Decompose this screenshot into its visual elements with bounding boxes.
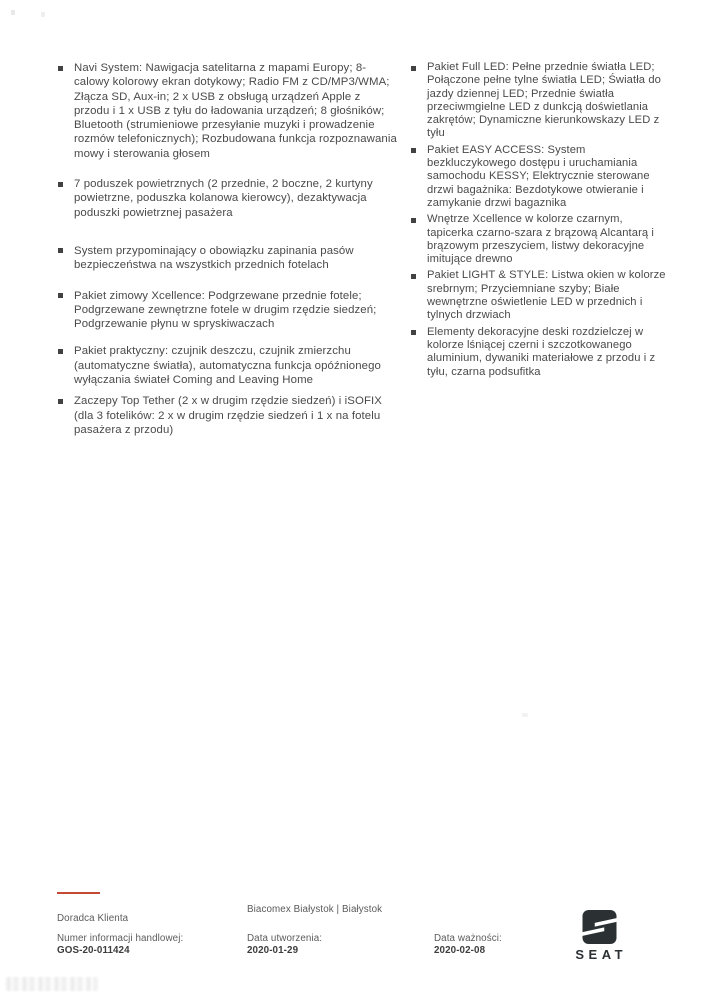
feature-item: Pakiet EASY ACCESS: System bezkluczykowego dostępu i uruchamiania samochodu KESSY; Elektrycznie sterowane drzwi bagażnika: Bezdotykowe otwieranie i zamykanie drzwi bagaznika xyxy=(410,144,666,210)
valid-date-value: 2020-02-08 xyxy=(434,944,486,956)
created-date-label: Data utworzenia: xyxy=(247,933,323,944)
feature-list-left xyxy=(57,61,399,453)
watermark-illegible xyxy=(6,977,98,991)
scan-speck xyxy=(11,10,15,15)
offer-number-label: Numer informacji handlowej: xyxy=(57,933,184,944)
feature-item: Pakiet LIGHT & STYLE: Listwa okien w kolorze srebrnym; Przyciemniane szyby; Białe wewnętrzne oświetlenie LED w przednich i tylnych drzwiach xyxy=(410,269,666,322)
offer-number-block xyxy=(57,933,183,956)
feature-list-right xyxy=(410,61,666,382)
created-date-block xyxy=(247,933,322,956)
feature-item: Pakiet zimowy Xcellence: Podgrzewane przednie fotele; Podgrzewane zewnętrzne fotele w drugim rzędzie siedzeń; Podgrzewanie płynu w spryskiwaczach xyxy=(57,289,399,332)
scan-speck xyxy=(41,12,45,17)
accent-rule xyxy=(57,892,100,894)
offer-number-value: GOS-20-011424 xyxy=(57,944,130,956)
feature-item: Pakiet praktyczny: czujnik deszczu, czujnik zmierzchu (automatyczne światła), automatyczna funkcja opóźnionego wyłączania świateł Coming and Leaving Home xyxy=(57,344,399,387)
seat-emblem-icon xyxy=(580,910,619,944)
advisor-label: Doradca Klienta xyxy=(57,913,129,924)
feature-item: Wnętrze Xcellence w kolorze czarnym, tapicerka czarno-szara z brązową Alcantarą i brązowym przeszyciem, listwy dekoracyjne imitujące drewno xyxy=(410,213,666,266)
feature-item: Elementy dekoracyjne deski rozdzielczej w kolorze lśniącej czerni i szczotkowanego aluminium, dywaniki materiałowe z przodu i z tyłu, czarna podsufitka xyxy=(410,326,666,379)
feature-item: 7 poduszek powietrznych (2 przednie, 2 boczne, 2 kurtyny powietrzne, poduszka kolanowa kierowcy), dezaktywacja poduszki powietrznej pasażera xyxy=(57,177,399,220)
valid-date-block xyxy=(434,933,502,956)
feature-item: Navi System: Nawigacja satelitarna z mapami Europy; 8-calowy kolorowy ekran dotykowy; Radio FM z CD/MP3/WMA; Złącza SD, Aux-in; 2 x USB z obsługą urządzeń Apple z przodu i 1 x USB z tyłu do ładowania urządzeń; 8 głośników; Bluetooth (strumieniowe przesyłanie muzyki i prowadzenie rozmów telefonicznych); Rozbudowana funkcja rozpoznawania mowy i sterowania głosem xyxy=(57,61,399,161)
valid-date-label: Data ważności: xyxy=(434,933,502,944)
scan-speck xyxy=(522,713,528,717)
created-date-value: 2020-01-29 xyxy=(247,944,299,956)
feature-item: System przypominający o obowiązku zapinania pasów bezpieczeństwa na wszystkich przednich fotelach xyxy=(57,244,399,273)
seat-wordmark: SEAT xyxy=(575,947,628,962)
brand-logo xyxy=(567,910,631,962)
feature-item: Pakiet Full LED: Pełne przednie światła LED; Połączone pełne tylne światła LED; Światła do jazdy dziennej LED; Przednie światła przeciwmgielne LED z dunkcją doświetlania zakrętów; Dynamiczne kierunkowskazy LED z tyłu xyxy=(410,61,666,141)
dealer-name: Biacomex Białystok | Białystok xyxy=(247,904,383,915)
feature-item: Zaczepy Top Tether (2 x w drugim rzędzie siedzeń) i iSOFIX (dla 3 fotelików: 2 x w drugim rzędzie siedzeń i 1 x na fotelu pasażera z przodu) xyxy=(57,394,399,437)
